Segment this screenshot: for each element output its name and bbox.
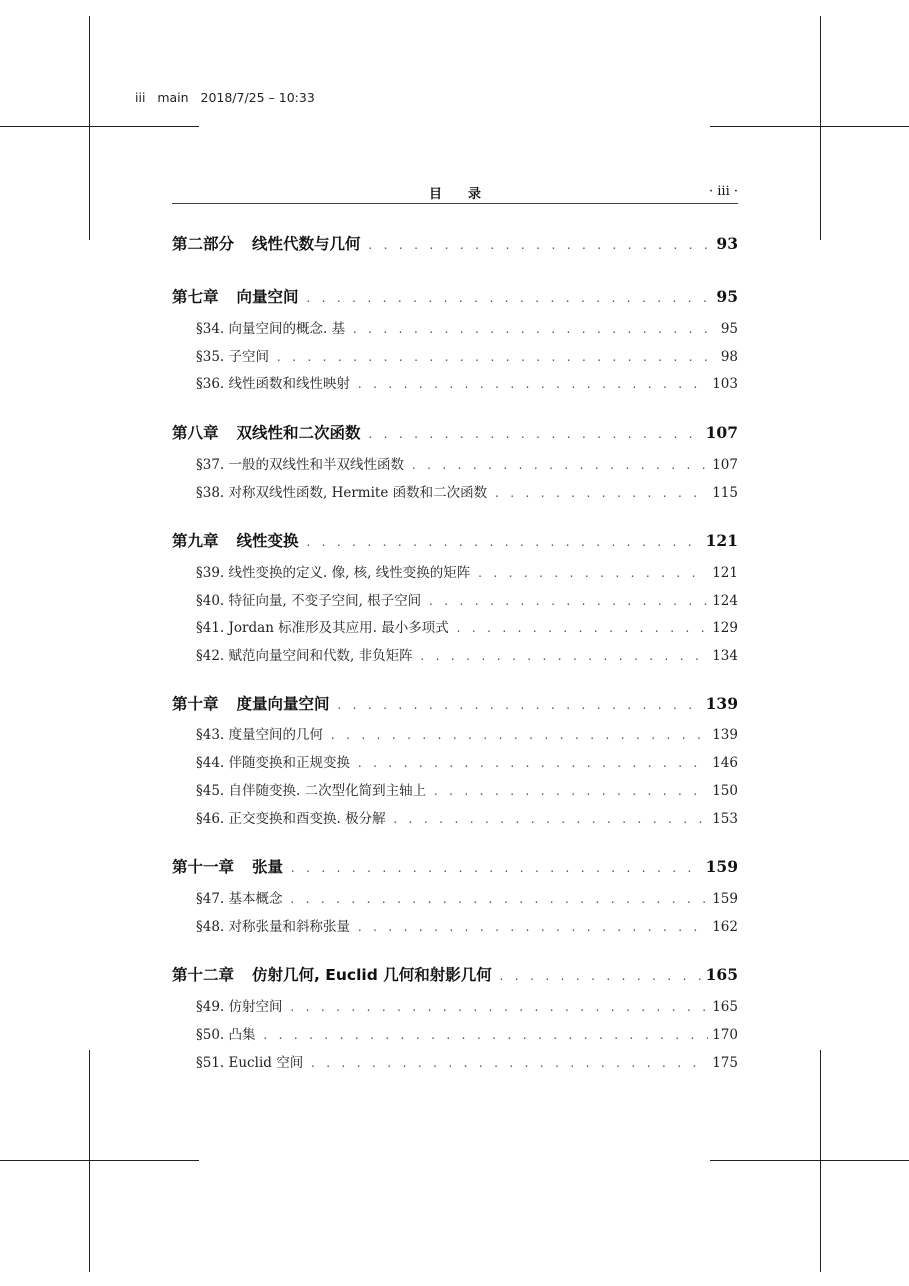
toc-entry-title: §37. 一般的双线性和半双线性函数 (196, 457, 405, 473)
dot-leader (349, 321, 717, 337)
toc-section-entry[interactable] (196, 481, 738, 501)
toc-entry-title: §39. 线性变换的定义. 像, 核, 线性变换的矩阵 (196, 565, 471, 581)
toc-entry-page-number: 124 (712, 593, 738, 609)
dot-leader (260, 1027, 709, 1043)
dot-leader (390, 811, 709, 827)
crop-mark (710, 1160, 909, 1161)
toc-entry-page-number: 95 (720, 321, 738, 337)
toc-entry-title: §47. 基本概念 (196, 891, 283, 907)
crop-mark (710, 126, 909, 127)
toc-entry-page-number: 165 (705, 965, 738, 984)
dot-leader (334, 694, 702, 713)
toc-section-entry[interactable] (196, 1051, 738, 1071)
toc-entry-title: 仿射几何, Euclid 几何和射影几何 (252, 966, 492, 984)
toc-entry-page-number: 159 (705, 857, 738, 876)
toc-entry-title: 度量向量空间 (236, 695, 330, 713)
toc-entry-page-number: 134 (712, 648, 738, 664)
toc-chapter-entry[interactable] (172, 963, 738, 985)
toc-chapter-entry[interactable] (172, 529, 738, 551)
toc-section-entry[interactable] (196, 779, 738, 799)
dot-leader (425, 593, 708, 609)
dot-leader (287, 857, 702, 876)
toc-entry-page-number: 98 (720, 349, 738, 365)
toc-entry-title: §36. 线性函数和线性映射 (196, 376, 351, 392)
toc-entry-title: §40. 特征向量, 不变子空间, 根子空间 (196, 593, 422, 609)
running-head-title: 目录 (428, 187, 507, 202)
crop-mark (0, 1160, 199, 1161)
print-slug: iii main 2018/7/25 – 10:33 (135, 90, 315, 105)
toc-entry-page-number: 170 (712, 1027, 738, 1043)
toc-entry-label: 第二部分 (172, 235, 235, 253)
toc-entry-page-number: 153 (712, 811, 738, 827)
toc-entry-page-number: 139 (705, 694, 738, 713)
toc-section-entry[interactable] (196, 644, 738, 664)
toc-entry-page-number: 121 (705, 531, 738, 550)
toc-entry-page-number: 150 (712, 783, 738, 799)
toc-part-entry[interactable] (172, 232, 738, 254)
dot-leader (474, 565, 708, 581)
toc-entry-title: §46. 正交变换和酉变换. 极分解 (196, 811, 386, 827)
toc-entry-page-number: 159 (712, 891, 738, 907)
toc-entry-title: §43. 度量空间的几何 (196, 727, 324, 743)
toc-entry-title: §51. Euclid 空间 (196, 1055, 304, 1071)
toc-chapter-entry[interactable] (172, 855, 738, 877)
toc-entry-label: 第十二章 (172, 966, 235, 984)
dot-leader (365, 423, 702, 442)
running-head-page-number: · iii · (708, 184, 738, 199)
dot-leader (408, 457, 708, 473)
toc-entry-title: §45. 自伴随变换. 二次型化简到主轴上 (196, 783, 427, 799)
toc-entry-page-number: 139 (712, 727, 738, 743)
dot-leader (354, 755, 708, 771)
toc-entry-page-number: 165 (712, 999, 738, 1015)
toc-section-entry[interactable] (196, 1023, 738, 1043)
toc-entry-title: 双线性和二次函数 (236, 424, 361, 442)
toc-entry-title: §41. Jordan 标准形及其应用. 最小多项式 (196, 620, 449, 636)
toc-entry-title: 线性代数与几何 (252, 235, 361, 253)
toc-entry-label: 第十章 (172, 695, 219, 713)
toc-chapter-entry[interactable] (172, 285, 738, 307)
toc-entry-title: §42. 赋范向量空间和代数, 非负矩阵 (196, 648, 413, 664)
toc-entry-page-number: 115 (712, 485, 738, 501)
toc-entry-title: §38. 对称双线性函数, Hermite 函数和二次函数 (196, 485, 488, 501)
dot-leader (430, 783, 708, 799)
crop-mark (820, 1050, 821, 1272)
toc-section-entry[interactable] (196, 589, 738, 609)
toc-entry-label: 第七章 (172, 288, 219, 306)
toc-entry-page-number: 107 (705, 423, 738, 442)
toc-entry-title: §35. 子空间 (196, 349, 270, 365)
toc-chapter-entry[interactable] (172, 421, 738, 443)
dot-leader (287, 891, 709, 907)
dot-leader (273, 349, 717, 365)
toc-entry-page-number: 103 (712, 376, 738, 392)
toc-section-entry[interactable] (196, 887, 738, 907)
toc-section-entry[interactable] (196, 915, 738, 935)
toc-section-entry[interactable] (196, 751, 738, 771)
toc-entry-title: §48. 对称张量和斜称张量 (196, 919, 351, 935)
toc-entry-title: §49. 仿射空间 (196, 999, 283, 1015)
crop-mark (820, 16, 821, 240)
dot-leader (365, 234, 713, 253)
toc-entry-page-number: 93 (716, 234, 738, 253)
toc-section-entry[interactable] (196, 616, 738, 636)
toc-entry-title: §50. 凸集 (196, 1027, 256, 1043)
toc-chapter-entry[interactable] (172, 692, 738, 714)
toc-section-entry[interactable] (196, 317, 738, 337)
dot-leader (491, 485, 708, 501)
dot-leader (307, 1055, 708, 1071)
toc-entry-title: 张量 (252, 858, 284, 876)
toc-section-entry[interactable] (196, 561, 738, 581)
dot-leader (303, 287, 713, 306)
toc-section-entry[interactable] (196, 807, 738, 827)
toc-section-entry[interactable] (196, 453, 738, 473)
toc-entry-page-number: 175 (712, 1055, 738, 1071)
dot-leader (287, 999, 709, 1015)
dot-leader (303, 531, 702, 550)
toc-entry-page-number: 95 (716, 287, 738, 306)
toc-entry-page-number: 121 (712, 565, 738, 581)
toc-entry-page-number: 107 (712, 457, 738, 473)
dot-leader (354, 376, 708, 392)
toc-entry-label: 第九章 (172, 532, 219, 550)
toc-entry-title: 向量空间 (236, 288, 299, 306)
toc-entry-page-number: 162 (712, 919, 738, 935)
running-head (172, 183, 738, 204)
dot-leader (354, 919, 708, 935)
dot-leader (496, 965, 702, 984)
toc-section-entry[interactable] (196, 995, 738, 1015)
toc-entry-page-number: 129 (712, 620, 738, 636)
crop-mark (0, 126, 199, 127)
toc-entry-title: §34. 向量空间的概念. 基 (196, 321, 346, 337)
toc-section-entry[interactable] (196, 345, 738, 365)
crop-mark (89, 1050, 90, 1272)
dot-leader (453, 620, 708, 636)
toc-entry-title: 线性变换 (236, 532, 299, 550)
toc-entry-label: 第十一章 (172, 858, 235, 876)
toc-section-entry[interactable] (196, 372, 738, 392)
crop-mark (89, 16, 90, 240)
toc-entry-page-number: 146 (712, 755, 738, 771)
dot-leader (417, 648, 709, 664)
toc-entry-label: 第八章 (172, 424, 219, 442)
dot-leader (327, 727, 708, 743)
toc-section-entry[interactable] (196, 723, 738, 743)
toc-entry-title: §44. 伴随变换和正规变换 (196, 755, 351, 771)
